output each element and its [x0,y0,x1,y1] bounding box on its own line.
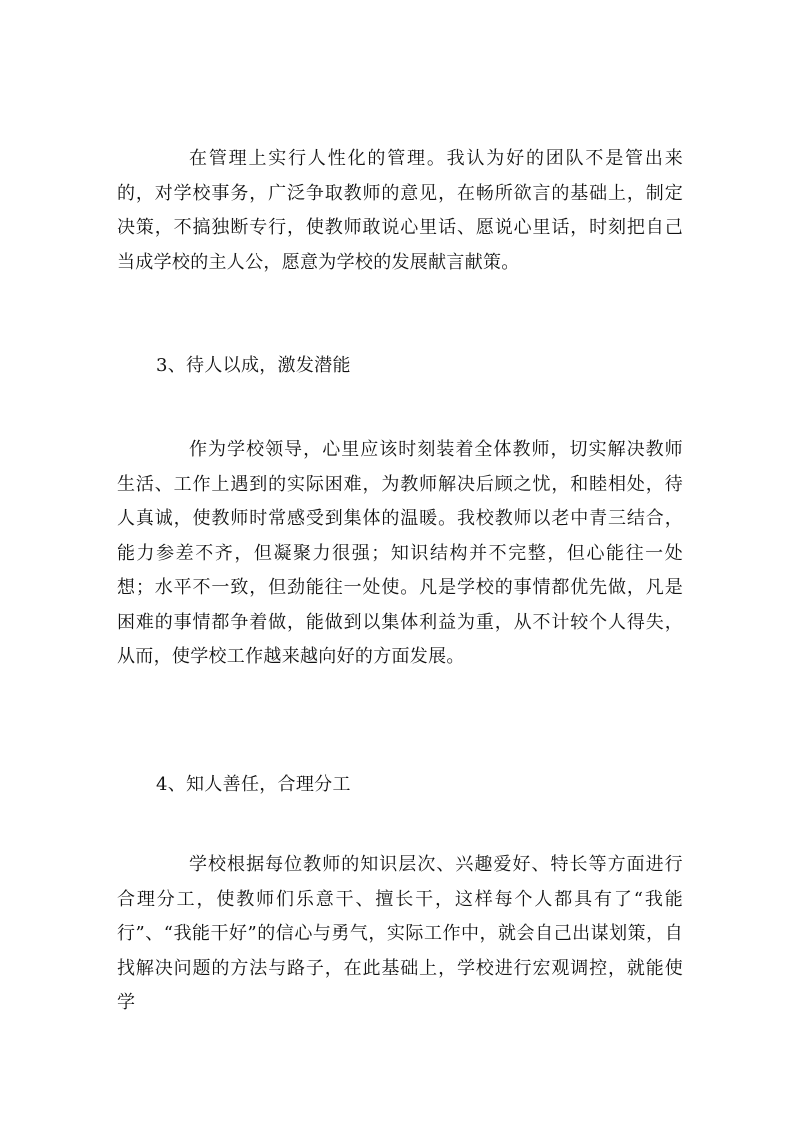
section-heading-3: 3、待人以成，激发潜能 [156,355,351,376]
section-heading-4: 4、知人善任，合理分工 [156,774,351,795]
paragraph-care-for-teachers: 作为学校领导，心里应该时刻装着全体教师，切实解决教师生活、工作上遇到的实际困难，为教师解决后顾之忧，和睦相处，待人真诚，使教师时常感受到集体的温暖。我校教师以老中青三结合，能力参差不齐，但凝聚力很强；知识结构并不完整，但心能往一处想；水平不一致，但劲能往一处使。凡是学校的事情都优先做，凡是困难的事情都争着做，能做到以集体利益为重，从不计较个人得失，从而，使学校工作越来越向好的方面发展。 [117,439,683,667]
paragraph-division-of-labor: 学校根据每位教师的知识层次、兴趣爱好、特长等方面进行合理分工，使教师们乐意干、擅长干，这样每个人都具有了“我能行”、“我能干好”的信心与勇气，实际工作中，就会自己出谋划策，自找解决问题的方法与路子，在此基础上，学校进行宏观调控，就能使学 [117,854,683,1013]
paragraph-humanized-management: 在管理上实行人性化的管理。我认为好的团队不是管出来的，对学校事务，广泛争取教师的意见，在畅所欲言的基础上，制定决策，不搞独断专行，使教师敢说心里话、愿说心里话，时刻把自己当成学校的主人公，愿意为学校的发展献言献策。 [117,148,683,273]
